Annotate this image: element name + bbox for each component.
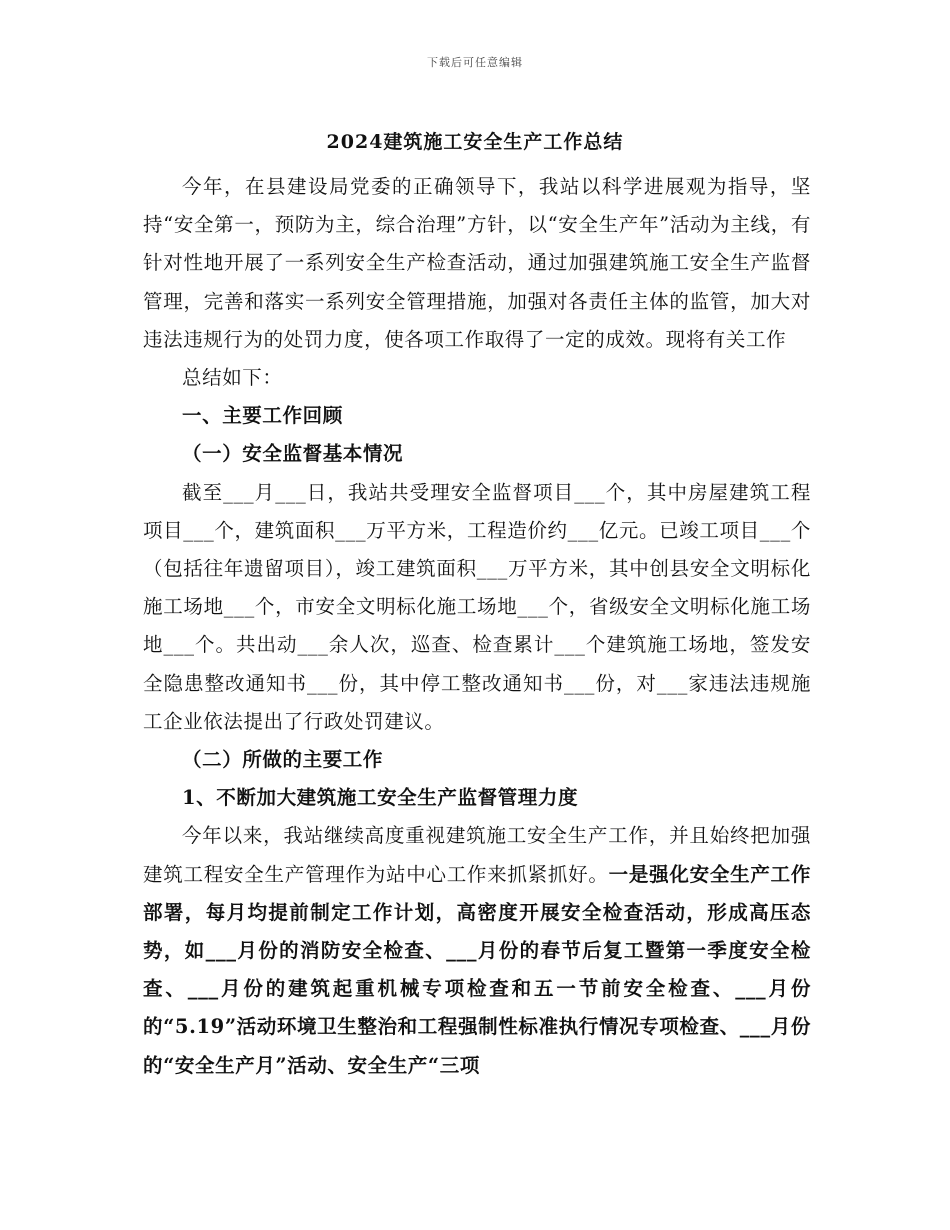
- item1-body: [143, 817, 811, 1084]
- subsection2-heading: （二）所做的主要工作: [182, 748, 384, 772]
- section1-heading: 一、主要工作回顾: [182, 404, 343, 428]
- item1-body-bold: 一是强化安全生产工作部署，每月均提前制定工作计划，高密度开展安全检查活动，形成高压态势，如___月份的消防安全检查、___月份的春节后复工暨第一季度安全检查、___月份的建筑起重机械专项检查和五一节前安全检查、___月份的“5.19”活动环境卫生整治和工程强制性标准执行情况专项检查、___月份的“安全生产月”活动、安全生产“三项: [143, 862, 811, 1077]
- subsection1-heading: （一）安全监督基本情况: [182, 442, 404, 466]
- intro-paragraph: 今年，在县建设局党委的正确领导下，我站以科学进展观为指导，坚持“安全第一，预防为主，综合治理”方针，以“安全生产年”活动为主线，有针对性地开展了一系列安全生产检查活动，通过加强建筑施工安全生产监督管理，完善和落实一系列安全管理措施，加强对各责任主体的监管，加大对违法违规行为的处罚力度，使各项工作取得了一定的成效。现将有关工作: [143, 175, 811, 351]
- summary-lead: 总结如下：: [182, 366, 283, 390]
- document-body: [143, 168, 811, 1085]
- item1-body-normal: 今年以来，我站继续高度重视建筑施工安全生产工作，并且始终把加强建筑工程安全生产管理作为站中心工作来抓紧抓好。: [143, 824, 811, 886]
- header-note: 下载后可任意编辑: [427, 56, 523, 69]
- item1-heading: 1、不断加大建筑施工安全生产监督管理力度: [182, 786, 579, 810]
- subsection1-body: 截至___月___日，我站共受理安全监督项目___个，其中房屋建筑工程项目___个，建筑面积___万平方米，工程造价约___亿元。已竣工项目___个（包括往年遗留项目），竣工建筑面积___万平方米，其中创县安全文明标化施工场地___个，市安全文明标化施工场地___个，省级安全文明标化施工场地___个。共出动___余人次，巡查、检查累计___个建筑施工场地，签发安全隐患整改通知书___份，其中停工整改通知书___份，对___家违法违规施工企业依法提出了行政处罚建议。: [143, 480, 811, 733]
- document-title: 2024建筑施工安全生产工作总结: [326, 131, 624, 153]
